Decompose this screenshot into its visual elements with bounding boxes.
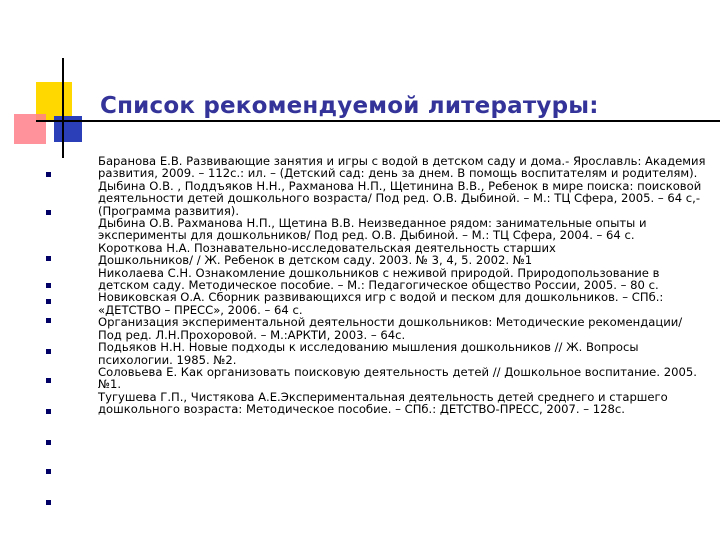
slide-title: Список рекомендуемой литературы:: [100, 93, 599, 119]
title-underline: [36, 120, 720, 122]
decorative-vertical-line: [62, 58, 64, 158]
square-bullet-icon: [46, 318, 51, 323]
reference-item: Организация экспериментальной деятельности дошкольников: Методические рекомендации/ Под ред. Л.Н.Прохоровой. – М.:АРКТИ, 2003. – 64с.: [98, 315, 683, 342]
reference-item: Соловьева Е. Как организовать поисковую деятельность детей // Дошкольное воспитание. 2005. №1.: [98, 364, 697, 392]
bullet-column: [46, 0, 54, 540]
square-bullet-icon: [46, 172, 51, 177]
reference-item: Дыбина О.В. , Поддъяков Н.Н., Рахманова Н.П., Щетинина В.В., Ребенок в мире поиска: поисковой деятельности детей дошкольного возраста/ Под ред. О.В. Дыбиной. – М.: ТЦ Сфера, 2005. – 64 с,- (Программа развития).: [98, 178, 702, 218]
square-bullet-icon: [46, 440, 51, 445]
square-bullet-icon: [46, 299, 51, 304]
reference-item: Тугушева Г.П., Чистякова А.Е.Экспериментальная деятельность детей среднего и старшего дошкольного возраста: Методическое пособие. – СПб.: ДЕТСТВО-ПРЕСС, 2007. – 128с.: [98, 389, 668, 417]
square-bullet-icon: [46, 500, 51, 505]
square-bullet-icon: [46, 469, 51, 474]
reference-item: Дошкольников/ / Ж. Ребенок в детском саду. 2003. № 3, 4, 5. 2002. №1: [98, 253, 533, 268]
square-bullet-icon: [46, 283, 51, 288]
decorative-red-square: [14, 114, 46, 144]
reference-item: Баранова Е.В. Развивающие занятия и игры с водой в детском саду и дома.- Ярославль: Академия развития, 2009. – 112с.: ил. – (Детский сад: день за днем. В помощь воспитателям и родителям).: [98, 154, 706, 181]
reference-list: [98, 155, 706, 416]
square-bullet-icon: [46, 378, 51, 383]
square-bullet-icon: [46, 256, 51, 261]
square-bullet-icon: [46, 409, 51, 414]
square-bullet-icon: [46, 349, 51, 354]
reference-item: Новиковская О.А. Сборник развивающихся игр с водой и песком для дошкольников. – СПб.: «ДЕТСТВО – ПРЕСС», 2006. – 64 с.: [98, 290, 664, 317]
reference-item: Подьяков Н.Н. Новые подходы к исследованию мышления дошкольников // Ж. Вопросы психологии. 1985. №2.: [98, 340, 639, 367]
reference-item: Николаева С.Н. Ознакомление дошкольников с неживой природой. Природопользование в детском саду. Методическое пособие. – М.: Педагогическое общество России, 2005. – 80 с.: [98, 265, 660, 293]
square-bullet-icon: [46, 210, 51, 215]
reference-item: Дыбина О.В. Рахманова Н.П., Щетина В.В. Неизведанное рядом: занимательные опыты и эксперименты для дошкольников/ Под ред. О.В. Дыбиной. – М.: ТЦ Сфера, 2004. – 64 с.: [98, 216, 647, 243]
reference-item: Короткова Н.А. Познавательно-исследовательская деятельность старших: [98, 240, 556, 255]
